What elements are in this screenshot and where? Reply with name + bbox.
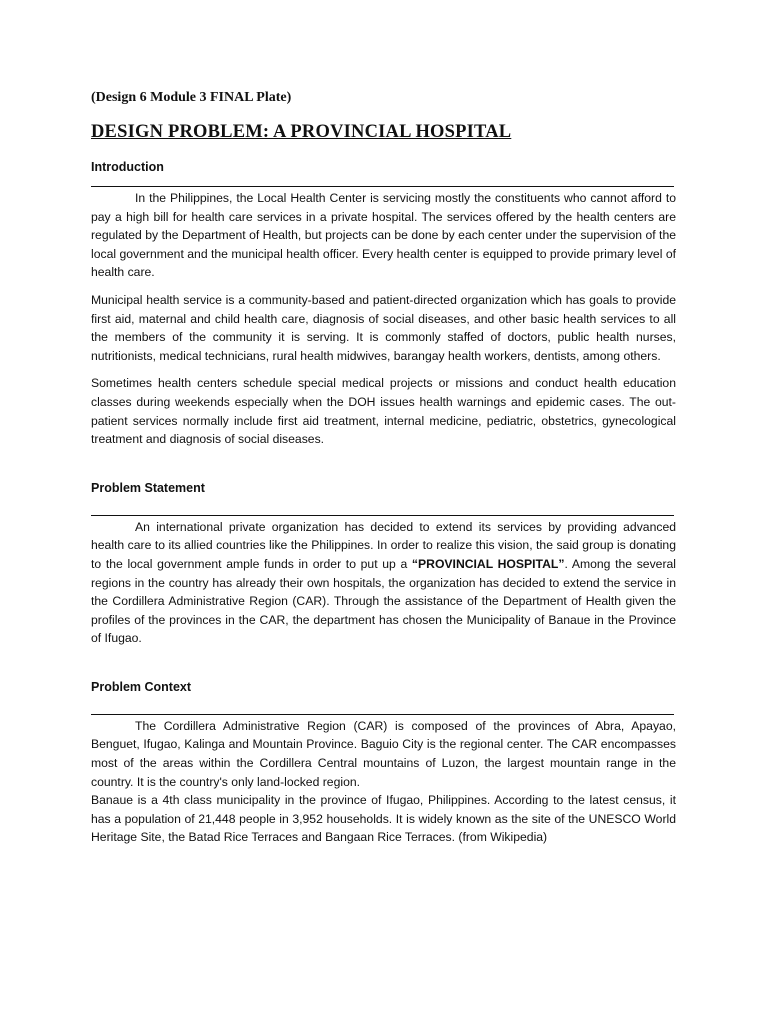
document-title: DESIGN PROBLEM: A PROVINCIAL HOSPITAL xyxy=(91,122,512,142)
introduction-paragraph-1: In the Philippines, the Local Health Center is servicing mostly the constituents who cannot afford to pay a high bill for health care services in a private hospital. The services offered by the health centers are regulated by the Department of Health, but projects can be done by each center under the supervision of the local government and the municipal health officer. Every health center is equipped to provide primary level of health care. xyxy=(91,191,676,280)
problem-context-section xyxy=(91,678,676,847)
problem-context-heading: Problem Context xyxy=(91,679,192,694)
problem-context-divider xyxy=(91,714,674,715)
introduction-paragraph-2: Municipal health service is a community-based and patient-directed organization which has goals to provide first aid, maternal and child health care, diagnosis of social diseases, and other basic health services to all the members of the community it is serving. It is commonly staffed of doctors, public health nurses, nutritionists, medical technicians, rural health midwives, barangay health workers, dentists, among others. xyxy=(91,292,676,363)
introduction-heading: Introduction xyxy=(91,160,164,174)
introduction-paragraph-3: Sometimes health centers schedule special medical projects or missions and conduct health education classes during weekends especially when the DOH issues health warnings and epidemic cases. The out-patient services normally include first aid treatment, internal medicine, pediatric, obstetrics, gynecological treatment and diagnosis of social diseases. xyxy=(91,376,676,447)
problem-statement-text-after: . Among the several regions in the country has already their own hospitals, the organization has decided to extend the service in the Cordillera Administrative Region (CAR). Through the assistance of the Department of Health given the profiles of the provinces in the CAR, the department has chosen the Municipality of Banaue in the Province of Ifugao. xyxy=(91,556,676,646)
problem-statement-emphasis: “PROVINCIAL HOSPITAL” xyxy=(411,556,565,571)
problem-context-paragraph-2: Banaue is a 4th class municipality in the province of Ifugao, Philippines. According to the latest census, it has a population of 21,448 people in 3,952 households. It is widely known as the site of the UNESCO World Heritage Site, the Batad Rice Terraces and Bangaan Rice Terraces. (from Wikipedia) xyxy=(91,793,676,845)
problem-statement-paragraph xyxy=(91,518,676,648)
problem-statement-divider xyxy=(91,515,674,516)
problem-statement-text-before: An international private organization has decided to extend its services by providing advanced health care to its allied countries like the Philippines. In order to realize this vision, the said group is donating to the local government ample funds in order to put up a xyxy=(91,519,676,571)
introduction-divider xyxy=(91,186,674,187)
introduction-section xyxy=(91,158,676,449)
problem-statement-section xyxy=(91,479,676,648)
problem-statement-heading: Problem Statement xyxy=(91,480,205,495)
plate-note: (Design 6 Module 3 FINAL Plate) xyxy=(91,90,292,105)
problem-context-paragraph-1: The Cordillera Administrative Region (CAR) is composed of the provinces of Abra, Apayao, Benguet, Ifugao, Kalinga and Mountain Province. Baguio City is the regional center. The CAR encompasses most of the areas within the Cordillera Central mountains of Luzon, the largest mountain range in the country. It is the country's only land-locked region. xyxy=(91,718,676,789)
document-page xyxy=(91,88,676,847)
